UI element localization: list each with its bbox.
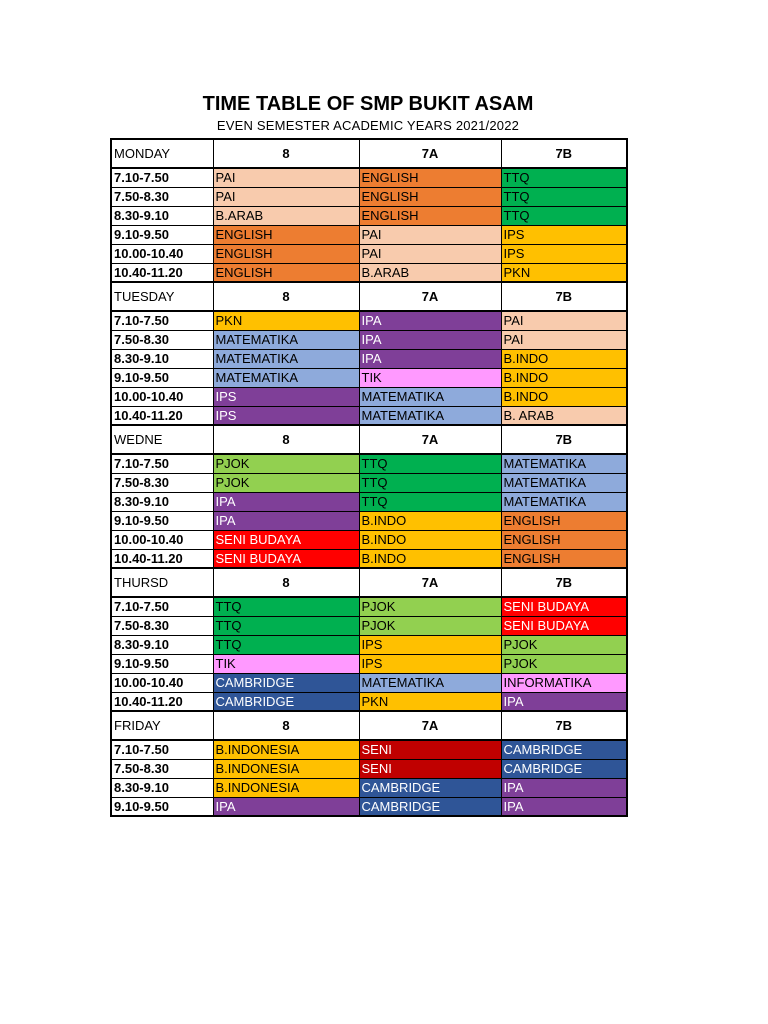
subject-cell: ENGLISH bbox=[501, 511, 627, 530]
table-row bbox=[111, 311, 627, 330]
table-row bbox=[111, 454, 627, 473]
time-slot: 7.10-7.50 bbox=[111, 454, 213, 473]
subject-cell: IPS bbox=[213, 406, 359, 425]
subject-cell: PAI bbox=[213, 187, 359, 206]
table-row bbox=[111, 654, 627, 673]
table-row bbox=[111, 740, 627, 759]
subject-cell: B.ARAB bbox=[359, 263, 501, 282]
subject-cell: TTQ bbox=[501, 206, 627, 225]
subject-cell: TTQ bbox=[213, 597, 359, 616]
time-slot: 10.00-10.40 bbox=[111, 530, 213, 549]
subject-cell: TTQ bbox=[359, 454, 501, 473]
class-header: 7B bbox=[501, 139, 627, 168]
time-slot: 8.30-9.10 bbox=[111, 492, 213, 511]
page-subtitle: EVEN SEMESTER ACADEMIC YEARS 2021/2022 bbox=[216, 118, 520, 133]
subject-cell: ENGLISH bbox=[213, 244, 359, 263]
subject-cell: MATEMATIKA bbox=[501, 454, 627, 473]
class-header: 8 bbox=[213, 711, 359, 740]
subject-cell: IPS bbox=[501, 225, 627, 244]
table-row bbox=[111, 797, 627, 816]
subject-cell: MATEMATIKA bbox=[213, 330, 359, 349]
subject-cell: IPS bbox=[501, 244, 627, 263]
day-header-row bbox=[111, 711, 627, 740]
subject-cell: IPA bbox=[213, 797, 359, 816]
class-header: 7B bbox=[501, 282, 627, 311]
subject-cell: IPA bbox=[359, 330, 501, 349]
class-header: 7A bbox=[359, 425, 501, 454]
table-row bbox=[111, 635, 627, 654]
subject-cell: TTQ bbox=[359, 473, 501, 492]
class-header: 7A bbox=[359, 139, 501, 168]
time-slot: 8.30-9.10 bbox=[111, 349, 213, 368]
subject-cell: B.INDO bbox=[359, 511, 501, 530]
timetable-body bbox=[111, 139, 627, 816]
time-slot: 8.30-9.10 bbox=[111, 635, 213, 654]
class-header: 7B bbox=[501, 425, 627, 454]
subject-cell: MATEMATIKA bbox=[501, 492, 627, 511]
subject-cell: CAMBRIDGE bbox=[359, 797, 501, 816]
subject-cell: PJOK bbox=[213, 454, 359, 473]
subject-cell: TTQ bbox=[213, 635, 359, 654]
subject-cell: PAI bbox=[359, 244, 501, 263]
subject-cell: PJOK bbox=[501, 635, 627, 654]
day-header-row bbox=[111, 568, 627, 597]
subject-cell: SENI bbox=[359, 759, 501, 778]
day-name: WEDNE bbox=[111, 425, 213, 454]
subject-cell: TTQ bbox=[213, 616, 359, 635]
subject-cell: B.INDO bbox=[359, 549, 501, 568]
time-slot: 10.40-11.20 bbox=[111, 406, 213, 425]
subject-cell: CAMBRIDGE bbox=[213, 673, 359, 692]
day-name: THURSD bbox=[111, 568, 213, 597]
time-slot: 7.10-7.50 bbox=[111, 740, 213, 759]
table-row bbox=[111, 549, 627, 568]
class-header: 7A bbox=[359, 711, 501, 740]
day-header-row bbox=[111, 425, 627, 454]
subject-cell: MATEMATIKA bbox=[359, 673, 501, 692]
time-slot: 7.10-7.50 bbox=[111, 597, 213, 616]
subject-cell: MATEMATIKA bbox=[213, 349, 359, 368]
subject-cell: SENI bbox=[359, 740, 501, 759]
time-slot: 7.10-7.50 bbox=[111, 311, 213, 330]
subject-cell: B.INDO bbox=[501, 387, 627, 406]
subject-cell: PKN bbox=[213, 311, 359, 330]
time-slot: 10.40-11.20 bbox=[111, 549, 213, 568]
subject-cell: IPA bbox=[501, 797, 627, 816]
subject-cell: PAI bbox=[359, 225, 501, 244]
subject-cell: IPS bbox=[359, 635, 501, 654]
time-slot: 7.50-8.30 bbox=[111, 759, 213, 778]
subject-cell: PAI bbox=[501, 330, 627, 349]
class-header: 8 bbox=[213, 139, 359, 168]
subject-cell: B.INDONESIA bbox=[213, 778, 359, 797]
subject-cell: TTQ bbox=[501, 168, 627, 187]
subject-cell: MATEMATIKA bbox=[359, 406, 501, 425]
table-row bbox=[111, 330, 627, 349]
class-header: 8 bbox=[213, 425, 359, 454]
page-title: TIME TABLE OF SMP BUKIT ASAM bbox=[202, 93, 534, 115]
table-row bbox=[111, 368, 627, 387]
table-row bbox=[111, 530, 627, 549]
table-row bbox=[111, 225, 627, 244]
time-slot: 9.10-9.50 bbox=[111, 225, 213, 244]
time-slot: 10.00-10.40 bbox=[111, 244, 213, 263]
subject-cell: ENGLISH bbox=[501, 549, 627, 568]
table-row bbox=[111, 759, 627, 778]
class-header: 8 bbox=[213, 282, 359, 311]
subject-cell: B. ARAB bbox=[501, 406, 627, 425]
subject-cell: ENGLISH bbox=[213, 225, 359, 244]
table-row bbox=[111, 406, 627, 425]
table-row bbox=[111, 673, 627, 692]
subject-cell: IPA bbox=[359, 311, 501, 330]
time-slot: 8.30-9.10 bbox=[111, 206, 213, 225]
subject-cell: B.ARAB bbox=[213, 206, 359, 225]
class-header: 8 bbox=[213, 568, 359, 597]
day-name: TUESDAY bbox=[111, 282, 213, 311]
subject-cell: IPS bbox=[359, 654, 501, 673]
table-row bbox=[111, 616, 627, 635]
table-row bbox=[111, 778, 627, 797]
subject-cell: B.INDONESIA bbox=[213, 759, 359, 778]
subject-cell: SENI BUDAYA bbox=[213, 530, 359, 549]
subject-cell: B.INDO bbox=[501, 349, 627, 368]
subject-cell: PKN bbox=[359, 692, 501, 711]
subject-cell: CAMBRIDGE bbox=[501, 759, 627, 778]
subject-cell: ENGLISH bbox=[359, 187, 501, 206]
table-row bbox=[111, 206, 627, 225]
time-slot: 7.50-8.30 bbox=[111, 330, 213, 349]
table-row bbox=[111, 349, 627, 368]
time-slot: 9.10-9.50 bbox=[111, 368, 213, 387]
table-row bbox=[111, 387, 627, 406]
table-row bbox=[111, 168, 627, 187]
day-name: FRIDAY bbox=[111, 711, 213, 740]
subject-cell: ENGLISH bbox=[213, 263, 359, 282]
table-row bbox=[111, 187, 627, 206]
time-slot: 7.50-8.30 bbox=[111, 473, 213, 492]
time-slot: 9.10-9.50 bbox=[111, 797, 213, 816]
table-row bbox=[111, 492, 627, 511]
subject-cell: ENGLISH bbox=[359, 168, 501, 187]
subject-cell: MATEMATIKA bbox=[213, 368, 359, 387]
subject-cell: B.INDO bbox=[359, 530, 501, 549]
subject-cell: TTQ bbox=[359, 492, 501, 511]
subject-cell: INFORMATIKA bbox=[501, 673, 627, 692]
subject-cell: ENGLISH bbox=[501, 530, 627, 549]
table-row bbox=[111, 597, 627, 616]
subject-cell: IPS bbox=[213, 387, 359, 406]
subject-cell: IPA bbox=[501, 692, 627, 711]
subject-cell: TIK bbox=[213, 654, 359, 673]
subject-cell: PAI bbox=[213, 168, 359, 187]
subject-cell: CAMBRIDGE bbox=[213, 692, 359, 711]
day-header-row bbox=[111, 282, 627, 311]
table-row bbox=[111, 244, 627, 263]
class-header: 7A bbox=[359, 568, 501, 597]
subject-cell: CAMBRIDGE bbox=[501, 740, 627, 759]
subject-cell: SENI BUDAYA bbox=[501, 616, 627, 635]
subject-cell: IPA bbox=[213, 492, 359, 511]
time-slot: 7.10-7.50 bbox=[111, 168, 213, 187]
timetable bbox=[110, 138, 628, 817]
table-row bbox=[111, 692, 627, 711]
subject-cell: TTQ bbox=[501, 187, 627, 206]
subject-cell: PKN bbox=[501, 263, 627, 282]
time-slot: 10.40-11.20 bbox=[111, 692, 213, 711]
time-slot: 10.40-11.20 bbox=[111, 263, 213, 282]
table-row bbox=[111, 473, 627, 492]
subject-cell: IPA bbox=[213, 511, 359, 530]
time-slot: 9.10-9.50 bbox=[111, 511, 213, 530]
subject-cell: MATEMATIKA bbox=[359, 387, 501, 406]
table-row bbox=[111, 511, 627, 530]
time-slot: 7.50-8.30 bbox=[111, 187, 213, 206]
subject-cell: PJOK bbox=[501, 654, 627, 673]
subject-cell: PJOK bbox=[359, 597, 501, 616]
time-slot: 10.00-10.40 bbox=[111, 387, 213, 406]
subject-cell: PAI bbox=[501, 311, 627, 330]
subject-cell: B.INDONESIA bbox=[213, 740, 359, 759]
subject-cell: ENGLISH bbox=[359, 206, 501, 225]
subject-cell: IPA bbox=[501, 778, 627, 797]
subject-cell: CAMBRIDGE bbox=[359, 778, 501, 797]
subject-cell: IPA bbox=[359, 349, 501, 368]
day-name: MONDAY bbox=[111, 139, 213, 168]
subject-cell: PJOK bbox=[213, 473, 359, 492]
subject-cell: SENI BUDAYA bbox=[213, 549, 359, 568]
subject-cell: MATEMATIKA bbox=[501, 473, 627, 492]
subject-cell: PJOK bbox=[359, 616, 501, 635]
table-row bbox=[111, 263, 627, 282]
time-slot: 7.50-8.30 bbox=[111, 616, 213, 635]
subject-cell: B.INDO bbox=[501, 368, 627, 387]
time-slot: 9.10-9.50 bbox=[111, 654, 213, 673]
day-header-row bbox=[111, 139, 627, 168]
class-header: 7B bbox=[501, 568, 627, 597]
time-slot: 8.30-9.10 bbox=[111, 778, 213, 797]
class-header: 7B bbox=[501, 711, 627, 740]
class-header: 7A bbox=[359, 282, 501, 311]
subject-cell: SENI BUDAYA bbox=[501, 597, 627, 616]
subject-cell: TIK bbox=[359, 368, 501, 387]
time-slot: 10.00-10.40 bbox=[111, 673, 213, 692]
